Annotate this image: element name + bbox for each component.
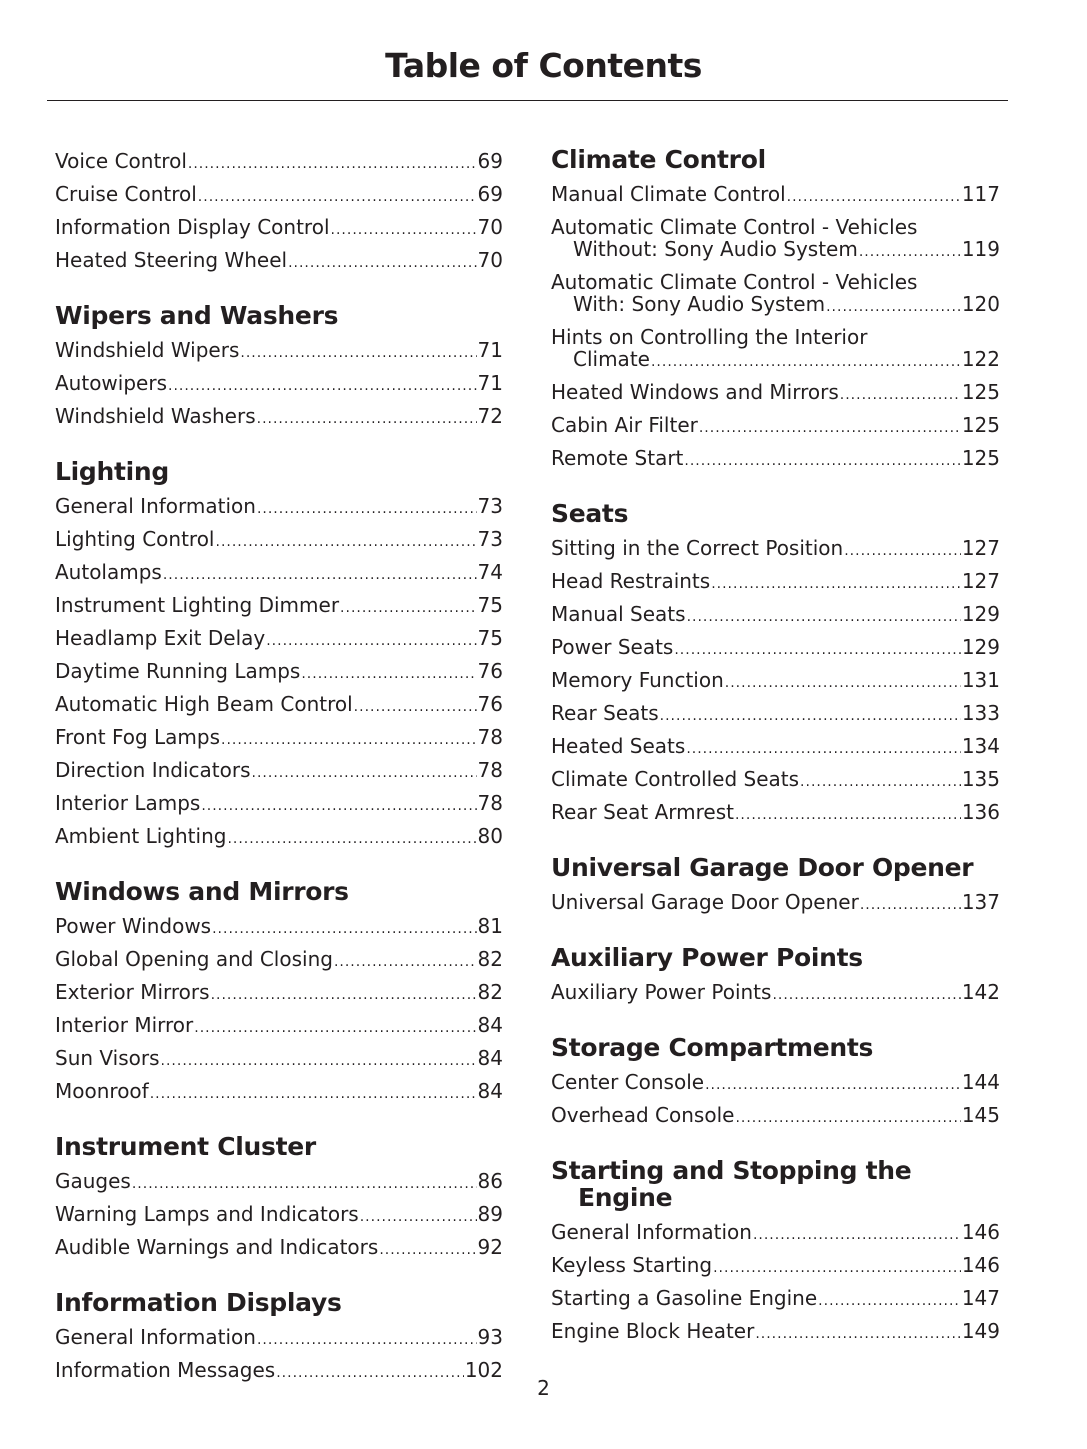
toc-entry-page: 81 [477,914,503,938]
toc-entry[interactable] [55,656,503,689]
dot-leader [713,1253,961,1283]
toc-entry-title: Information Messages [55,1358,276,1382]
toc-entry[interactable] [55,146,503,179]
toc-entry-page: 146 [961,1253,1000,1277]
dot-leader [221,725,477,755]
toc-right-column [551,146,1000,1373]
toc-entry-page: 86 [477,1169,503,1193]
toc-entry-page: 120 [961,292,1000,316]
toc-entry[interactable] [55,977,503,1010]
toc-entry-page: 93 [477,1325,503,1349]
toc-entry-title: Front Fog Lamps [55,725,221,749]
toc-entry-title: Automatic High Beam Control [55,692,353,716]
toc-intro-group [55,146,503,278]
section-heading[interactable]: Wipers and Washers [55,301,339,330]
toc-entry[interactable] [55,911,503,944]
toc-entry-title: Voice Control [55,149,187,173]
toc-entry-title: Engine Block Heater [551,1319,755,1343]
section-heading[interactable]: Auxiliary Power Points [551,943,863,972]
toc-entry-page: 76 [477,692,503,716]
toc-entry-title: Power Windows [55,914,212,938]
dot-leader [379,1235,476,1265]
toc-entry-title: Audible Warnings and Indicators [55,1235,379,1259]
toc-entry-continuation [551,238,1000,263]
toc-entry-title: Interior Mirror [55,1013,194,1037]
dot-leader [150,1079,477,1109]
toc-section [551,944,1000,1010]
toc-entry[interactable] [551,731,1000,764]
toc-entry-page: 82 [477,980,503,1004]
toc-entry-page: 129 [961,635,1000,659]
toc-entry-page: 76 [477,659,503,683]
toc-entry-title: Center Console [551,1070,705,1094]
toc-entry[interactable] [55,1166,503,1199]
toc-entry-page: 127 [961,536,1000,560]
dot-leader [684,446,960,476]
toc-entry[interactable] [551,632,1000,665]
section-heading[interactable]: Storage Compartments [551,1033,874,1062]
dot-leader [699,413,961,443]
toc-entry-title: Power Seats [551,635,674,659]
toc-entry[interactable] [55,491,503,524]
toc-entry[interactable] [55,590,503,623]
dot-leader [651,351,961,373]
toc-entry-title: Autolamps [55,560,162,584]
toc-entry-page: 73 [477,527,503,551]
toc-entry-page: 78 [477,791,503,815]
toc-entry-title: With: Sony Audio System [573,292,826,316]
page-number: 2 [537,1376,550,1400]
dot-leader [168,371,477,401]
toc-entry[interactable] [551,267,1000,322]
dot-leader [735,1103,960,1133]
toc-section [55,302,503,434]
toc-section [551,146,1000,476]
toc-entry-title: General Information [55,494,256,518]
toc-entry-title: Overhead Console [551,1103,735,1127]
toc-entry-title: General Information [551,1220,752,1244]
toc-entry[interactable] [551,533,1000,566]
toc-entry[interactable] [551,322,1000,377]
toc-entry-page: 134 [961,734,1000,758]
toc-section [55,1133,503,1265]
dot-leader [800,767,961,797]
dot-leader [211,980,477,1010]
toc-entry[interactable] [551,887,1000,920]
toc-entry-title: Rear Seat Armrest [551,800,734,824]
toc-entry-title: Headlamp Exit Delay [55,626,266,650]
dot-leader [826,296,961,318]
dot-leader [216,527,477,557]
dot-leader [288,248,476,278]
section-heading[interactable]: Lighting [55,457,170,486]
toc-entry-title: Direction Indicators [55,758,251,782]
toc-entry[interactable] [55,1199,503,1232]
dot-leader [257,494,477,524]
toc-entry-title: Automatic Climate Control - Vehicles [551,215,918,239]
toc-entry-page: 119 [961,237,1000,261]
toc-entry-title: Gauges [55,1169,131,1193]
toc-entry-page: 84 [477,1079,503,1103]
toc-entry-title: Interior Lamps [55,791,201,815]
dot-leader [266,626,476,656]
toc-entry[interactable] [551,377,1000,410]
toc-entry-page: 92 [477,1235,503,1259]
toc-entry-title: Hints on Controlling the Interior [551,325,868,349]
toc-entry-page: 78 [477,758,503,782]
dot-leader [674,635,960,665]
toc-entry-page: 125 [961,446,1000,470]
dot-leader [755,1319,960,1349]
section-heading[interactable]: Climate Control [551,145,766,174]
toc-entry[interactable] [55,368,503,401]
dot-leader [201,791,476,821]
toc-entry-page: 75 [477,593,503,617]
dot-leader [331,215,477,245]
section-heading[interactable]: Instrument Cluster [55,1132,316,1161]
toc-entry[interactable] [551,566,1000,599]
dot-leader [753,1220,961,1250]
toc-entry-title: Heated Steering Wheel [55,248,288,272]
dot-leader [787,182,961,212]
dot-leader [660,701,961,731]
toc-entry-page: 142 [961,980,1000,1004]
toc-entry-page: 70 [477,248,503,272]
toc-entry-title: Windshield Washers [55,404,256,428]
dot-leader [163,560,477,590]
toc-entry-title: Heated Windows and Mirrors [551,380,839,404]
toc-entry-title: Instrument Lighting Dimmer [55,593,340,617]
toc-entry-title: Memory Function [551,668,724,692]
dot-leader [132,1169,477,1199]
dot-leader [240,338,476,368]
toc-entry-page: 71 [477,371,503,395]
toc-section [551,1157,1000,1349]
toc-entry-title: Rear Seats [551,701,659,725]
dot-leader [257,1325,477,1355]
toc-entry-continuation [551,293,1000,318]
dot-leader [257,404,477,434]
toc-entry[interactable] [551,797,1000,830]
toc-entry-page: 69 [477,149,503,173]
dot-leader [860,890,961,920]
toc-entry-page: 144 [961,1070,1000,1094]
dot-leader [188,149,477,179]
toc-entry-page: 71 [477,338,503,362]
toc-entry[interactable] [55,821,503,854]
toc-entry[interactable] [551,764,1000,797]
toc-entry-title: Windshield Wipers [55,338,240,362]
toc-entry[interactable] [55,689,503,722]
toc-entry-title: Ambient Lighting [55,824,227,848]
toc-left-column [55,146,503,1412]
toc-entry-page: 136 [961,800,1000,824]
toc-entry-title: Without: Sony Audio System [573,237,858,261]
toc-entry[interactable] [551,1067,1000,1100]
toc-entry[interactable] [551,1316,1000,1349]
toc-entry[interactable] [551,977,1000,1010]
toc-entry-page: 129 [961,602,1000,626]
dot-leader [354,692,477,722]
toc-entry-page: 72 [477,404,503,428]
toc-entry[interactable] [551,599,1000,632]
toc-entry-page: 133 [961,701,1000,725]
toc-entry-page: 131 [961,668,1000,692]
dot-leader [859,241,961,263]
title-divider [47,100,1008,101]
toc-entry-title: Climate [573,347,650,371]
toc-entry-title: General Information [55,1325,256,1349]
toc-entry-title: Remote Start [551,446,684,470]
toc-entry[interactable] [55,1010,503,1043]
toc-entry-title: Universal Garage Door Opener [551,890,859,914]
toc-entry-title: Keyless Starting [551,1253,713,1277]
toc-entry-page: 149 [961,1319,1000,1343]
dot-leader [686,734,960,764]
toc-entry-title: Sitting in the Correct Position [551,536,844,560]
toc-entry-page: 84 [477,1013,503,1037]
toc-entry[interactable] [55,623,503,656]
dot-leader [705,1070,961,1100]
toc-entry[interactable] [55,722,503,755]
toc-entry-title: Information Display Control [55,215,330,239]
toc-entry-title: Moonroof [55,1079,149,1103]
dot-leader [711,569,961,599]
toc-entry-page: 78 [477,725,503,749]
dot-leader [161,1046,477,1076]
toc-entry-title: Sun Visors [55,1046,160,1070]
toc-entry[interactable] [551,665,1000,698]
toc-section [55,458,503,854]
toc-entry-title: Exterior Mirrors [55,980,210,1004]
dot-leader [212,914,476,944]
toc-entry-page: 102 [464,1358,503,1382]
section-heading[interactable]: Windows and Mirrors [55,877,349,906]
toc-entry[interactable] [55,755,503,788]
toc-entry-page: 125 [961,413,1000,437]
toc-entry[interactable] [551,1250,1000,1283]
toc-entry-page: 146 [961,1220,1000,1244]
toc-entry[interactable] [551,1100,1000,1133]
dot-leader [252,758,477,788]
toc-section [551,500,1000,830]
toc-entry-page: 117 [961,182,1000,206]
toc-entry-title: Climate Controlled Seats [551,767,800,791]
toc-entry-title: Automatic Climate Control - Vehicles [551,270,918,294]
dot-leader [360,1202,477,1232]
toc-entry[interactable] [551,698,1000,731]
toc-entry-title: Daytime Running Lamps [55,659,301,683]
toc-entry[interactable] [55,788,503,821]
dot-leader [772,980,960,1010]
toc-entry[interactable] [55,179,503,212]
toc-entry[interactable] [55,944,503,977]
section-heading[interactable]: Starting and Stopping the Engine [551,1156,912,1212]
dot-leader [725,668,961,698]
toc-entry-page: 80 [477,824,503,848]
page-title: Table of Contents [385,46,702,85]
toc-section-list [55,302,503,1388]
toc-section [55,878,503,1109]
section-heading[interactable]: Information Displays [55,1288,342,1317]
toc-entry-list [55,146,503,278]
toc-entry[interactable] [55,245,503,278]
toc-entry-title: Warning Lamps and Indicators [55,1202,359,1226]
toc-entry-page: 147 [961,1286,1000,1310]
dot-leader [194,1013,476,1043]
toc-entry-page: 70 [477,215,503,239]
toc-entry[interactable] [551,212,1000,267]
toc-entry[interactable] [55,212,503,245]
toc-entry[interactable] [55,557,503,590]
toc-entry-title: Lighting Control [55,527,215,551]
toc-entry[interactable] [55,1232,503,1265]
dot-leader [840,380,961,410]
toc-entry-page: 125 [961,380,1000,404]
toc-entry-page: 74 [477,560,503,584]
toc-entry[interactable] [551,179,1000,212]
toc-entry[interactable] [55,335,503,368]
toc-entry-title: Manual Climate Control [551,182,786,206]
dot-leader [301,659,476,689]
toc-entry[interactable] [551,443,1000,476]
toc-entry-page: 75 [477,626,503,650]
dot-leader [198,182,477,212]
toc-entry-title: Auxiliary Power Points [551,980,772,1004]
toc-entry-page: 84 [477,1046,503,1070]
dot-leader [818,1286,961,1316]
toc-entry-page: 127 [961,569,1000,593]
toc-entry-page: 69 [477,182,503,206]
toc-entry-title: Head Restraints [551,569,711,593]
toc-entry[interactable] [55,401,503,434]
toc-entry-page: 122 [961,347,1000,371]
dot-leader [334,947,477,977]
toc-entry-title: Cruise Control [55,182,197,206]
toc-entry[interactable] [551,1217,1000,1250]
toc-entry-title: Global Opening and Closing [55,947,333,971]
toc-entry-title: Starting a Gasoline Engine [551,1286,818,1310]
toc-entry-title: Cabin Air Filter [551,413,698,437]
toc-entry[interactable] [55,1322,503,1355]
toc-section [551,1034,1000,1133]
toc-entry-title: Autowipers [55,371,167,395]
toc-entry-page: 89 [477,1202,503,1226]
toc-entry-page: 82 [477,947,503,971]
toc-entry-page: 73 [477,494,503,518]
toc-entry-page: 145 [961,1103,1000,1127]
toc-entry[interactable] [55,1076,503,1109]
dot-leader [340,593,477,623]
toc-entry-title: Manual Seats [551,602,686,626]
dot-leader [844,536,961,566]
toc-entry[interactable] [551,410,1000,443]
toc-section [55,1289,503,1388]
toc-entry[interactable] [551,1283,1000,1316]
toc-entry-continuation [551,348,1000,373]
dot-leader [687,602,961,632]
toc-section [551,854,1000,920]
toc-section-list [551,146,1000,1349]
dot-leader [227,824,476,854]
toc-entry[interactable] [55,1043,503,1076]
section-heading[interactable]: Universal Garage Door Opener [551,853,974,882]
section-heading[interactable]: Seats [551,499,629,528]
dot-leader [735,800,961,830]
toc-entry-page: 137 [961,890,1000,914]
toc-entry-title: Heated Seats [551,734,686,758]
toc-entry[interactable] [55,524,503,557]
toc-entry-page: 135 [961,767,1000,791]
